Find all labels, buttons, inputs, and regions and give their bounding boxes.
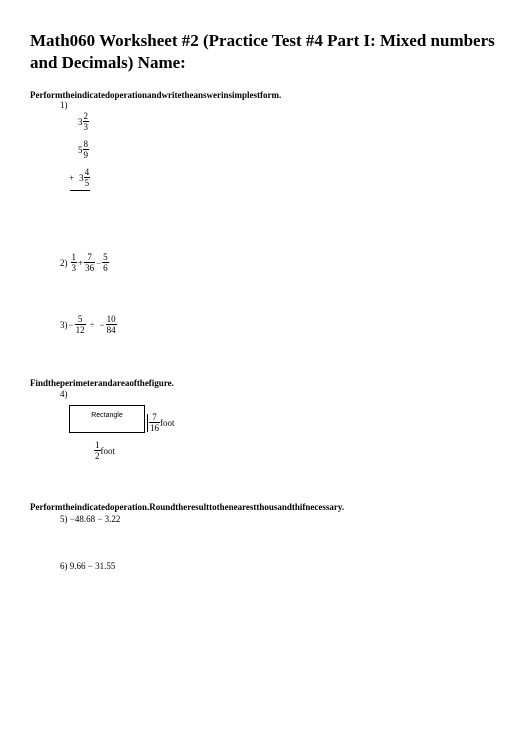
fraction bbox=[149, 412, 160, 433]
problem-1-term-1 bbox=[78, 111, 89, 132]
fraction bbox=[102, 252, 109, 273]
numerator: 5 bbox=[75, 314, 86, 325]
minus-operator: − bbox=[96, 257, 102, 268]
divide-operator: ÷ bbox=[89, 319, 95, 330]
minus-sign: − bbox=[99, 319, 105, 330]
fraction bbox=[83, 111, 90, 132]
minus-sign: − bbox=[68, 319, 74, 330]
fraction bbox=[71, 252, 78, 273]
fraction bbox=[84, 167, 91, 188]
plus-operator: + bbox=[78, 257, 84, 268]
denominator: 16 bbox=[150, 423, 159, 433]
numerator: 2 bbox=[83, 111, 88, 121]
denominator: 84 bbox=[106, 325, 116, 335]
problem-3-number: 3) bbox=[60, 319, 68, 330]
fraction bbox=[106, 314, 117, 335]
fraction bbox=[75, 314, 86, 335]
denominator: 12 bbox=[75, 325, 85, 335]
plus-operator: + bbox=[69, 172, 75, 183]
side-bracket bbox=[145, 414, 148, 432]
whole-number: 3 bbox=[78, 116, 83, 127]
problem-2-number: 2) bbox=[60, 257, 68, 268]
problem-3 bbox=[60, 314, 117, 335]
numerator: 7 bbox=[149, 412, 160, 423]
bottom-length-label bbox=[94, 440, 115, 461]
numerator: 5 bbox=[103, 252, 108, 262]
sum-line bbox=[70, 190, 90, 191]
problem-1-number: 1) bbox=[60, 100, 68, 110]
problem-1-term-2 bbox=[78, 139, 89, 160]
denominator: 3 bbox=[71, 263, 76, 273]
fraction bbox=[84, 252, 95, 273]
whole-number: 5 bbox=[78, 144, 83, 155]
section2-instruction: Findtheperimeterandareaofthefigure. bbox=[30, 378, 174, 388]
unit: foot bbox=[100, 445, 115, 456]
denominator: 6 bbox=[103, 263, 108, 273]
side-length-label bbox=[149, 412, 175, 433]
denominator: 5 bbox=[84, 178, 90, 188]
problem-6: 6) 9.66 − 31.55 bbox=[60, 561, 116, 571]
numerator: 1 bbox=[71, 252, 76, 262]
section3-instruction: Performtheindicatedoperation.Roundtheresulttothenearestthousandthifnecessary. bbox=[30, 502, 345, 512]
problem-5: 5) −48.68 − 3.22 bbox=[60, 514, 121, 524]
section1-instruction: Performtheindicatedoperationandwritetheanswerinsimplestform. bbox=[30, 90, 282, 100]
problem-1-term-3 bbox=[68, 167, 90, 188]
page-title: Math060 Worksheet #2 (Practice Test #4 Part I: Mixed numbers and Decimals) Name: bbox=[30, 31, 495, 72]
numerator: 1 bbox=[95, 440, 100, 450]
problem-4-number: 4) bbox=[60, 389, 68, 399]
numerator: 8 bbox=[83, 139, 88, 149]
problem-2 bbox=[60, 252, 109, 273]
denominator: 2 bbox=[95, 451, 100, 461]
denominator: 36 bbox=[85, 263, 95, 273]
numerator: 10 bbox=[106, 314, 116, 324]
unit: foot bbox=[160, 417, 175, 428]
numerator: 7 bbox=[84, 252, 95, 263]
rectangle-figure: Rectangle bbox=[69, 405, 145, 433]
numerator: 4 bbox=[84, 167, 90, 177]
fraction bbox=[83, 139, 90, 160]
denominator: 9 bbox=[83, 150, 88, 160]
whole-number: 3 bbox=[79, 172, 84, 183]
denominator: 3 bbox=[83, 122, 88, 132]
